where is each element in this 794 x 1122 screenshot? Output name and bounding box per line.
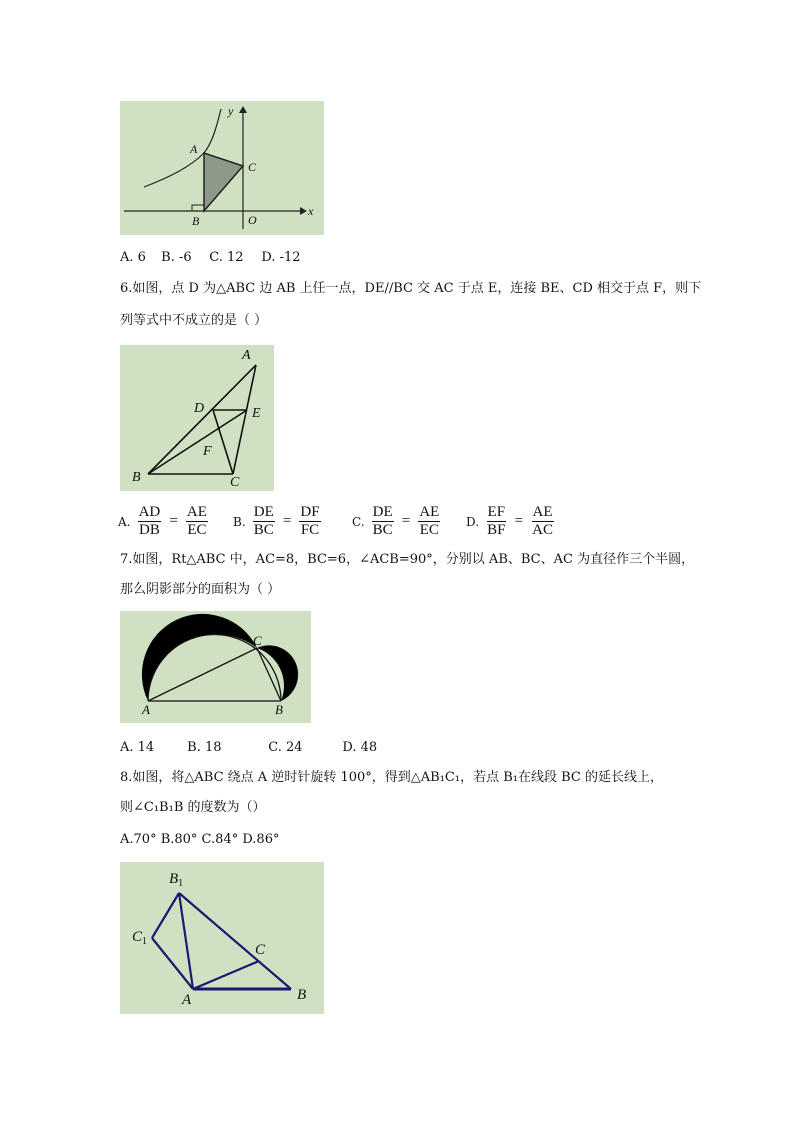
y-axis-arrow xyxy=(239,106,247,113)
side-ab xyxy=(148,365,256,474)
label-c: C xyxy=(255,942,266,958)
label-o: O xyxy=(248,213,257,227)
q7-option-c[interactable]: C. 24 xyxy=(268,740,303,755)
q5-graph xyxy=(120,101,324,235)
q6-option-d[interactable]: D. $\frac{EF}{BF}$ = $\frac{AE}{AC}$ xyxy=(466,504,553,538)
label-c1: $C_1$ xyxy=(132,929,148,947)
label-d: D xyxy=(194,401,205,416)
label-b1: $B_1$ xyxy=(169,871,184,889)
q5-option-c[interactable]: C. 12 xyxy=(209,250,244,265)
q6-stem-line1: 6.如图，点 D 为△ABC 边 AB 上任一点，DE//BC 交 AC 于点 E，连接 BE、CD 相交于点 F，则下 xyxy=(120,281,702,296)
q6-stem-line2: 列等式中不成立的是（ ） xyxy=(120,313,268,328)
q8-stem-line2: 则∠C₁B₁B 的度数为（） xyxy=(120,800,266,815)
q6-option-a[interactable]: A. $\frac{AD}{DB}$ = $\frac{AE}{EC}$ xyxy=(118,504,207,538)
shaded-lune-ac xyxy=(142,614,257,701)
label-a: A xyxy=(182,992,192,1008)
q8-figure xyxy=(120,862,324,1014)
fraction: $\frac{DF}{FC}$ xyxy=(300,504,320,538)
q7-option-a[interactable]: A. 14 xyxy=(120,740,155,755)
q7-options xyxy=(120,740,377,756)
label-y: y xyxy=(228,104,234,118)
q5-options xyxy=(120,250,301,266)
label-b: B xyxy=(275,702,283,717)
segment-b1b xyxy=(179,893,291,989)
q7-option-d[interactable]: D. 48 xyxy=(342,740,378,755)
segment-cd xyxy=(213,410,233,474)
fraction: $\frac{AD}{DB}$ xyxy=(138,504,161,538)
q8-stem-line1: 8.如图，将△ABC 绕点 A 逆时针旋转 100°，得到△AB₁C₁，若点 B₁在线段 BC 的延长线上， xyxy=(120,770,663,785)
x-axis-arrow xyxy=(300,207,307,215)
fraction: $\frac{AE}{AC}$ xyxy=(532,504,553,538)
option-letter: D. xyxy=(466,514,480,529)
right-angle-mark xyxy=(192,205,204,211)
label-f: F xyxy=(203,444,212,459)
q7-semicircles-diagram xyxy=(120,611,311,723)
label-b: B xyxy=(297,987,307,1003)
segment-ac xyxy=(193,961,259,989)
label-b: B xyxy=(192,214,200,228)
shaded-triangle-abc xyxy=(204,153,243,211)
label-a: A xyxy=(242,348,251,363)
q6-triangle-diagram xyxy=(120,345,274,491)
segment-be xyxy=(148,410,247,474)
q5-figure xyxy=(120,101,324,235)
q6-option-c[interactable]: C. $\frac{DE}{BC}$ = $\frac{AE}{EC}$ xyxy=(352,504,440,538)
label-a: A xyxy=(190,142,198,156)
fraction: $\frac{AE}{EC}$ xyxy=(186,504,207,538)
q5-option-d[interactable]: D. -12 xyxy=(261,250,301,265)
q7-stem-line2: 那么阴影部分的面积为（ ） xyxy=(120,582,281,597)
label-a: A xyxy=(142,702,150,717)
q8-options: A.70° B.80° C.84° D.86° xyxy=(120,832,280,847)
fraction: $\frac{AE}{EC}$ xyxy=(419,504,440,538)
label-b: B xyxy=(132,470,141,485)
label-c: C xyxy=(230,475,240,490)
fraction: $\frac{EF}{BF}$ xyxy=(487,504,506,538)
q5-option-b[interactable]: B. -6 xyxy=(161,250,192,265)
label-c: C xyxy=(248,160,257,174)
segment-b1c1 xyxy=(152,893,179,938)
fraction: $\frac{DE}{BC}$ xyxy=(253,504,274,538)
label-c: C xyxy=(253,633,262,648)
option-letter: A. xyxy=(118,514,131,529)
q5-option-a[interactable]: A. 6 xyxy=(120,250,146,265)
option-letter: C. xyxy=(352,514,365,529)
q8-rotation-diagram xyxy=(120,862,324,1014)
q6-figure xyxy=(120,345,274,491)
label-e: E xyxy=(252,406,261,421)
option-letter: B. xyxy=(233,514,246,529)
fraction: $\frac{DE}{BC}$ xyxy=(372,504,393,538)
q7-figure xyxy=(120,611,311,723)
q6-option-b[interactable]: B. $\frac{DE}{BC}$ = $\frac{DF}{FC}$ xyxy=(233,504,320,538)
q7-stem-line1: 7.如图，Rt△ABC 中，AC=8，BC=6，∠ACB=90°，分别以 AB、BC、AC 为直径作三个半圆， xyxy=(120,552,695,567)
label-x: x xyxy=(308,204,314,218)
q7-option-b[interactable]: B. 18 xyxy=(187,740,222,755)
